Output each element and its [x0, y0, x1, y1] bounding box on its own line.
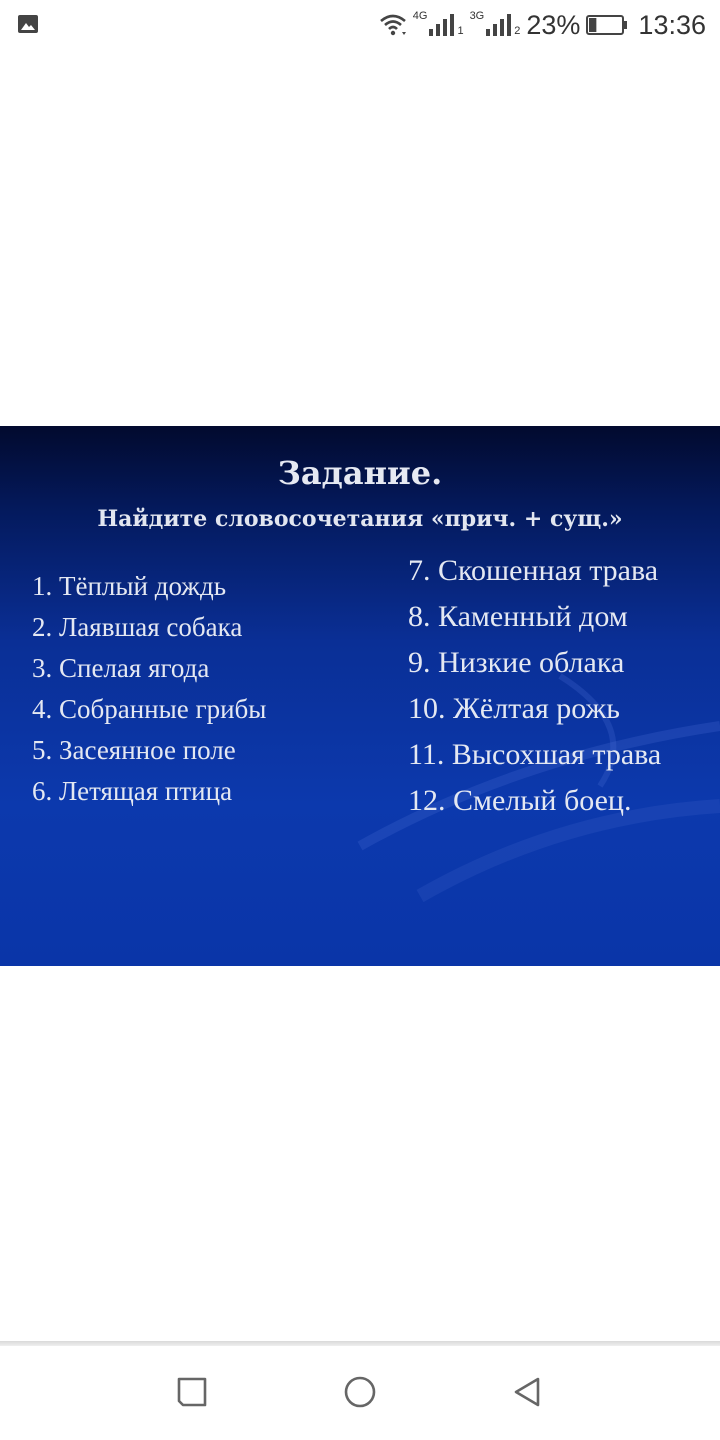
circle-home-icon: [342, 1374, 378, 1410]
list-item: 10. Жёлтая рожь: [408, 692, 620, 725]
battery-percent: 23%: [526, 9, 581, 40]
sim2-slot-label: 2: [514, 25, 521, 37]
list-item: 8. Каменный дом: [408, 600, 628, 633]
sim1-slot-label: 1: [457, 25, 464, 37]
navigation-bar: [0, 1346, 720, 1440]
clock: 13:36: [638, 9, 706, 40]
list-item: 6. Летящая птица: [32, 776, 233, 806]
list-item: 12. Смелый боец.: [408, 784, 632, 817]
list-item: 4. Собранные грибы: [32, 694, 267, 724]
list-item: 3. Спелая ягода: [32, 653, 210, 683]
slide-image: [0, 426, 720, 966]
left-column-list: [32, 566, 266, 812]
status-bar: [0, 0, 720, 50]
signal-sim1-icon: [429, 14, 455, 36]
slide-title: Задание.: [277, 454, 443, 492]
list-item: 5. Засеянное поле: [32, 735, 236, 765]
square-recents-icon: [175, 1375, 209, 1409]
list-item: 9. Низкие облака: [408, 646, 625, 679]
right-column-list: [408, 548, 661, 824]
slide-subtitle: Найдите словосочетания «прич. + сущ.»: [97, 506, 623, 532]
battery-icon: [586, 15, 628, 35]
list-item: 1. Тёплый дождь: [32, 571, 227, 601]
home-button[interactable]: [340, 1372, 380, 1412]
list-item: 7. Скошенная трава: [408, 554, 659, 587]
recents-button[interactable]: [172, 1372, 212, 1412]
signal-sim2-icon: [486, 14, 512, 36]
sim2-network-label: 3G: [469, 10, 485, 22]
sim1-network-label: 4G: [412, 10, 428, 22]
gallery-icon: [18, 15, 38, 33]
status-icons: [379, 8, 706, 42]
wifi-icon: [379, 13, 407, 37]
list-item: 11. Высохшая трава: [408, 738, 662, 771]
triangle-back-icon: [510, 1375, 544, 1409]
list-item: 2. Лаявшая собака: [32, 612, 243, 642]
back-button[interactable]: [507, 1372, 547, 1412]
